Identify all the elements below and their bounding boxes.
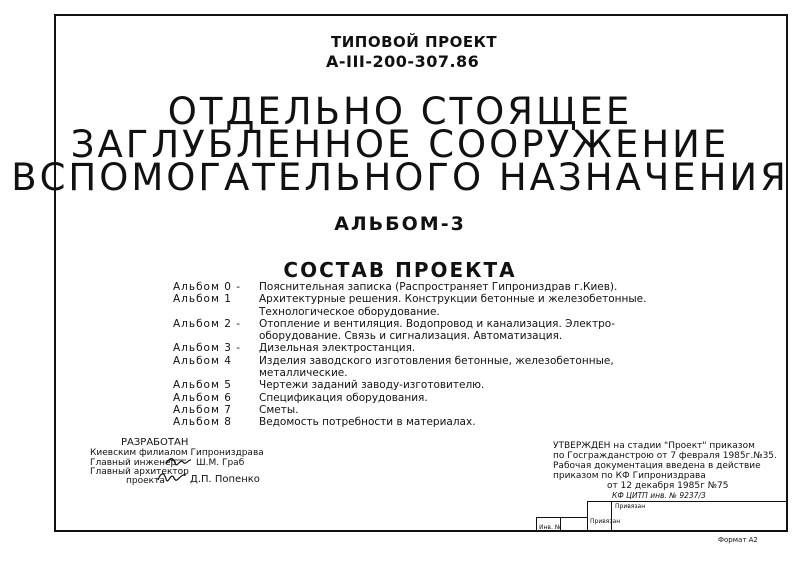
- chief-architect-name: Д.П. Попенко: [190, 474, 260, 485]
- album-item-label: Альбом 2 -: [173, 317, 242, 330]
- album-item-label: Альбом 5: [173, 379, 232, 392]
- chief-engineer-label: Главный инженер: [90, 458, 177, 468]
- album-item-text: металлические.: [259, 367, 348, 380]
- album-item-label: Альбом 3 -: [173, 342, 242, 355]
- album-item-text: оборудование. Связь и сигнализация. Автоматизация.: [259, 330, 563, 343]
- list-item: [173, 342, 646, 354]
- album-list: [173, 281, 646, 429]
- album-item-label: [173, 306, 259, 318]
- developer-org: Киевским филиалом Гипрониздрава: [90, 448, 264, 458]
- list-item: [173, 330, 646, 342]
- album-item-text: Дизельная электростанция.: [259, 342, 416, 355]
- list-item: [173, 355, 646, 367]
- list-item: [173, 379, 646, 391]
- album-item-text: Архитектурные решения. Конструкции бетонные и железобетонные.: [259, 293, 647, 306]
- composition-heading: СОСТАВ ПРОЕКТА: [283, 258, 517, 282]
- list-item: [173, 318, 646, 330]
- album-item-text: Чертежи заданий заводу-изготовителю.: [259, 379, 485, 392]
- album-item-text: Сметы.: [259, 403, 299, 416]
- album-item-label: Альбом 1: [173, 293, 232, 306]
- chief-architect-label: Главный архитектор: [90, 467, 189, 477]
- album-item-label: [173, 367, 259, 379]
- album-item-label: [173, 330, 259, 342]
- album-label: АЛЬБОМ-3: [334, 213, 466, 235]
- album-item-label: Альбом 7: [173, 403, 232, 416]
- album-item-text: Отопление и вентиляция. Водопровод и канализация. Электро-: [259, 317, 616, 330]
- approval-line: приказом по КФ Гипрониздрава: [553, 471, 706, 481]
- album-item-text: Технологическое оборудование.: [259, 305, 440, 318]
- approval-line: Рабочая документация введена в действие: [553, 461, 761, 471]
- privyazan-label: Привязан: [615, 503, 646, 510]
- album-item-label: Альбом 0 -: [173, 281, 242, 293]
- project-code: А-III-200-307.86: [326, 52, 480, 71]
- archive-stamp: КФ ЦИТП инв. № 9237/3: [612, 491, 706, 500]
- approval-line: по Госгражданстрою от 7 февраля 1985г.№35.: [553, 451, 777, 461]
- title-block-divider: [611, 501, 612, 532]
- list-item: [173, 367, 646, 379]
- chief-engineer-name: Ш.М. Граб: [196, 458, 245, 468]
- format-label: Формат А2: [718, 536, 758, 544]
- approval-line: от 12 декабря 1985г №75: [607, 481, 729, 491]
- title-line-1: ОТДЕЛЬНО СТОЯЩЕЕ: [167, 90, 633, 133]
- album-item-label: Альбом 4: [173, 354, 232, 367]
- privyazan-label: Привязан: [590, 518, 621, 525]
- title-block-divider: [587, 501, 788, 502]
- album-item-text: Спецификация оборудования.: [259, 391, 428, 404]
- album-item-text: Ведомость потребности в материалах.: [259, 416, 476, 429]
- approval-block: [553, 441, 777, 491]
- inventory-label: Инв. №: [539, 524, 562, 531]
- signature-engineer-icon: [164, 455, 192, 467]
- developer-heading: РАЗРАБОТАН: [121, 437, 189, 448]
- signature-architect-icon: [156, 469, 188, 483]
- album-item-label: Альбом 8: [173, 416, 232, 429]
- title-block-divider: [536, 517, 588, 518]
- approval-line: УТВЕРЖДЕН на стадии "Проект" приказом: [553, 441, 755, 451]
- album-item-text: Изделия заводского изготовления бетонные, железобетонные,: [259, 354, 614, 367]
- list-item: [173, 404, 646, 416]
- title-block-divider: [536, 517, 537, 532]
- title-line-3: ВСПОМОГАТЕЛЬНОГО НАЗНАЧЕНИЯ: [11, 156, 789, 199]
- project-type: ТИПОВОЙ ПРОЕКТ: [331, 33, 498, 51]
- album-item-text: Пояснительная записка (Распространяет Гипрониздрав г.Киев).: [259, 281, 618, 293]
- list-item: [173, 306, 646, 318]
- list-item: [173, 281, 646, 293]
- project-label: проекта: [126, 476, 165, 486]
- list-item: [173, 293, 646, 305]
- list-item: [173, 392, 646, 404]
- list-item: [173, 416, 646, 428]
- album-item-label: Альбом 6: [173, 391, 232, 404]
- title-line-2: ЗАГЛУБЛЕННОЕ СООРУЖЕНИЕ: [70, 123, 730, 166]
